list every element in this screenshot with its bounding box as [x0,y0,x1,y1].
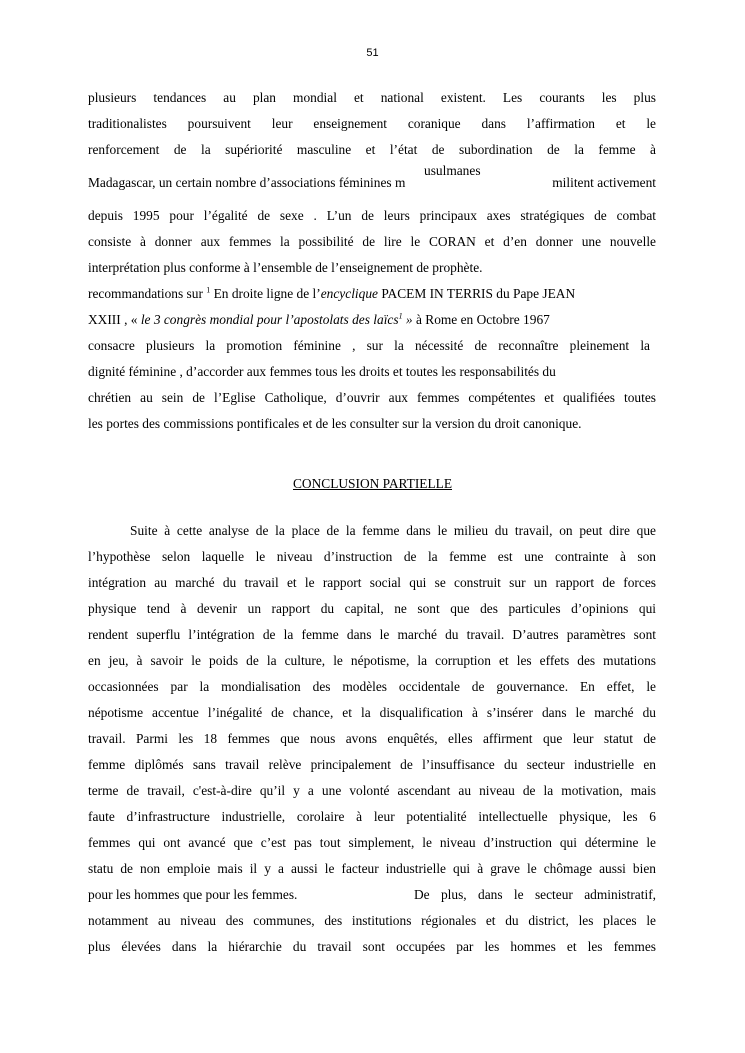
paragraph-line: faute d’infrastructure industrielle, corolaire à leur potentialité intellectuelle physique, les 6 [88,809,656,824]
paragraph-line: statu de non emploie mais il y a aussi le facteur industrielle qui à grave le chômage aussi bien [88,861,656,876]
paragraph-line: femme diplômés sans travail relève principalement de l’insuffisance du secteur industrielle en [88,757,656,772]
page-number: 51 [366,47,379,59]
footnote-ref: 1 [398,311,403,321]
paragraph-line: pour les hommes que pour les femmes. [88,887,298,902]
paragraph-line: physique tend à devenir un rapport du capital, ne sont que des particules d’opinions qui [88,601,656,616]
paragraph-line: rendent superflu l’intégration de la femme dans le marché du travail. D’autres paramètres sont [88,627,656,642]
line-text: PACEM IN TERRIS du Pape JEAN [377,286,576,301]
paragraph-line: plusieurs tendances au plan mondial et national existent. Les courants les plus [88,90,656,105]
paragraph-line: népotisme accentue l’inégalité de chance, et la disqualification à s’insérer dans le marché du [88,705,656,720]
paragraph-line: Suite à cette analyse de la place de la femme dans le milieu du travail, on peut dire que [130,523,656,538]
italic-text: » [402,312,413,327]
line-text: En droite ligne de l’ [210,286,321,301]
paragraph-line: femmes qui ont avancé que c’est pas tout simplement, le niveau d’instruction qui détermine le [88,835,656,850]
paragraph-line: les portes des commissions pontificales et de les consulter sur la version du droit canonique. [88,416,582,431]
line-text: recommandations sur [88,286,207,301]
paragraph-line [88,286,648,302]
paragraph-line: terme de travail, c'est-à-dire qu’il y a une volonté ascendant au niveau de la motivation, mais [88,783,656,798]
line-text: Madagascar, un certain nombre d’associations féminines m [88,175,406,190]
paragraph-line: intégration au marché du travail et le rapport social qui se construit sur un rapport de forces [88,575,656,590]
paragraph-line: depuis 1995 pour l’égalité de sexe . L’un de leurs principaux axes stratégiques de combat [88,208,656,223]
paragraph-line: interprétation plus conforme à l’ensemble de l’enseignement de prophète. [88,260,483,275]
paragraph-line: renforcement de la supériorité masculine et l’état de subordination de la femme à [88,142,656,157]
paragraph-line: occasionnées par la mondialisation des modèles occidentale de gouvernance. En effet, le [88,679,656,694]
paragraph-line: travail. Parmi les 18 femmes que nous avons enquêtés, elles affirment que leur statut de [88,731,656,746]
line-text: XXIII , « [88,312,141,327]
paragraph-line: notamment au niveau des communes, des institutions régionales et du district, les places le [88,913,656,928]
paragraph-line: en jeu, à savoir le poids de la culture, le népotisme, la corruption et les effets des mutations [88,653,656,668]
paragraph-line: De plus, dans le secteur administratif, [414,887,656,902]
section-heading: CONCLUSION PARTIELLE [292,476,453,491]
footnote-ref: 1 [206,285,211,295]
italic-text: le 3 congrès mondial pour l’apostolats des laïcs [140,312,399,327]
italic-text: encyclique [320,286,378,301]
paragraph-line: plus élevées dans la hiérarchie du travail sont occupées par les hommes et les femmes [88,939,656,954]
paragraph-line: consiste à donner aux femmes la possibilité de lire le CORAN et d’en donner une nouvelle [88,234,656,249]
paragraph-line: dignité féminine , d’accorder aux femmes tous les droits et toutes les responsabilités du [88,364,556,379]
paragraph-line: l’hypothèse selon laquelle le niveau d’instruction de la femme est une contrainte à son [88,549,656,564]
line-text: à Rome en Octobre 1967 [412,312,550,327]
paragraph-line: chrétien au sein de l’Eglise Catholique, d’ouvrir aux femmes compétentes et qualifiées toutes [88,390,656,405]
raised-word: usulmanes [424,163,481,178]
paragraph-line [88,312,656,328]
line-end-text: militent activement [552,175,656,190]
paragraph-line: traditionalistes poursuivent leur enseignement coranique dans l’affirmation et le [88,116,656,131]
paragraph-line: consacre plusieurs la promotion féminine , sur la nécessité de reconnaître pleinement la [88,338,650,353]
